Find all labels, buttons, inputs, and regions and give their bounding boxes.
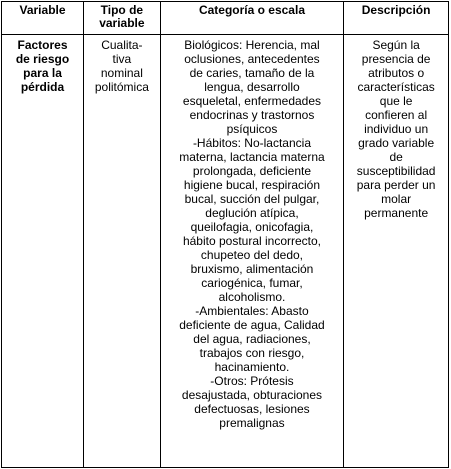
- cell-descripcion: [344, 35, 449, 468]
- cell-categoria-line: desajustada, obturaciones: [181, 388, 323, 402]
- cell-categoria-line: -Ambientales: Abasto: [195, 304, 309, 318]
- cell-tipo-line: politómica: [94, 80, 149, 94]
- cell-categoria-line: defectuosas, lesiones: [194, 402, 310, 416]
- cell-categoria-line: Biológicos: Herencia, mal: [184, 38, 320, 52]
- cell-tipo-line: tiva: [112, 52, 132, 66]
- cell-tipo: [84, 35, 161, 468]
- cell-categoria-line: -Otros: Prótesis: [210, 374, 294, 388]
- cell-categoria-line: hábito postural incorrecto,: [182, 234, 322, 248]
- cell-tipo-line: nominal: [100, 66, 143, 80]
- cell-categoria-line: premalignas: [219, 416, 285, 430]
- cell-categoria-line: higiene bucal, respiración: [183, 178, 321, 192]
- cell-categoria-line: lengua, desarrollo: [204, 80, 300, 94]
- cell-categoria-line: bruxismo, alimentación: [190, 262, 314, 276]
- cell-descripcion-line: permanente: [364, 206, 429, 220]
- cell-categoria-line: oclusiones, antecedentes: [184, 52, 320, 66]
- variable-table: [1, 1, 449, 468]
- cell-descripcion-line: que le: [379, 94, 413, 108]
- cell-categoria-line: esqueletal, enfermedades: [182, 94, 322, 108]
- header-row: [2, 2, 449, 35]
- cell-descripcion-line: susceptibilidad: [356, 164, 436, 178]
- cell-descripcion-line: para perder un: [356, 178, 436, 192]
- cell-descripcion-line: características: [357, 80, 435, 94]
- cell-descripcion-line: atributos o: [368, 66, 425, 80]
- header-variable: [2, 2, 84, 35]
- header-tipo-line-1: Tipo de: [100, 3, 144, 17]
- cell-categoria-line: chupeteo del dedo,: [200, 248, 304, 262]
- header-categoria-label: Categoría o escala: [198, 3, 305, 17]
- cell-categoria-line: deficiente de agua, Calidad: [179, 318, 325, 332]
- cell-descripcion-line: confieren al: [365, 108, 428, 122]
- cell-categoria-line: -Hábitos: No-lactancia: [192, 136, 311, 150]
- cell-categoria-line: alcoholismo.: [218, 290, 286, 304]
- header-descripcion-label: Descripción: [361, 3, 431, 17]
- cell-categoria-line: psíquicos: [226, 122, 278, 136]
- cell-variable-line: de riesgo: [15, 52, 70, 66]
- cell-categoria-line: cariogénica, fumar,: [201, 276, 303, 290]
- cell-categoria-line: trabajos con riesgo,: [199, 346, 305, 360]
- cell-categoria-line: materna, lactancia materna: [179, 150, 325, 164]
- cell-categoria-line: de caries, tamaño de la: [189, 66, 315, 80]
- header-descripcion: [344, 2, 449, 35]
- cell-variable-line: pérdida: [20, 80, 65, 94]
- cell-categoria-line: del agua, radiaciones,: [193, 332, 311, 346]
- cell-categoria-line: endocrinas y trastornos: [189, 108, 315, 122]
- cell-variable: [2, 35, 84, 468]
- header-variable-label: Variable: [19, 3, 66, 17]
- cell-variable-line: Factores: [17, 38, 68, 52]
- cell-categoria-line: prolongada, deficiente: [192, 164, 312, 178]
- cell-categoria: [160, 35, 344, 468]
- cell-categoria-line: hacinamiento.: [214, 360, 290, 374]
- cell-descripcion-line: Según la: [372, 38, 420, 52]
- cell-variable-line: para la: [23, 66, 62, 80]
- cell-descripcion-line: individuo un: [364, 122, 429, 136]
- table-row: [2, 35, 449, 468]
- cell-descripcion-line: grado variable: [358, 136, 435, 150]
- cell-tipo-line: Cualita-: [101, 38, 143, 52]
- cell-descripcion-line: presencia de: [361, 52, 431, 66]
- cell-categoria-line: queilofagia, onicofagia,: [190, 220, 314, 234]
- cell-descripcion-line: de: [389, 150, 403, 164]
- cell-categoria-line: bucal, succión del pulgar,: [184, 192, 320, 206]
- header-tipo-line-2: variable: [99, 16, 145, 30]
- cell-categoria-line: deglución atípica,: [205, 206, 299, 220]
- header-categoria: [160, 2, 344, 35]
- header-tipo: [84, 2, 161, 35]
- cell-descripcion-line: molar: [381, 192, 412, 206]
